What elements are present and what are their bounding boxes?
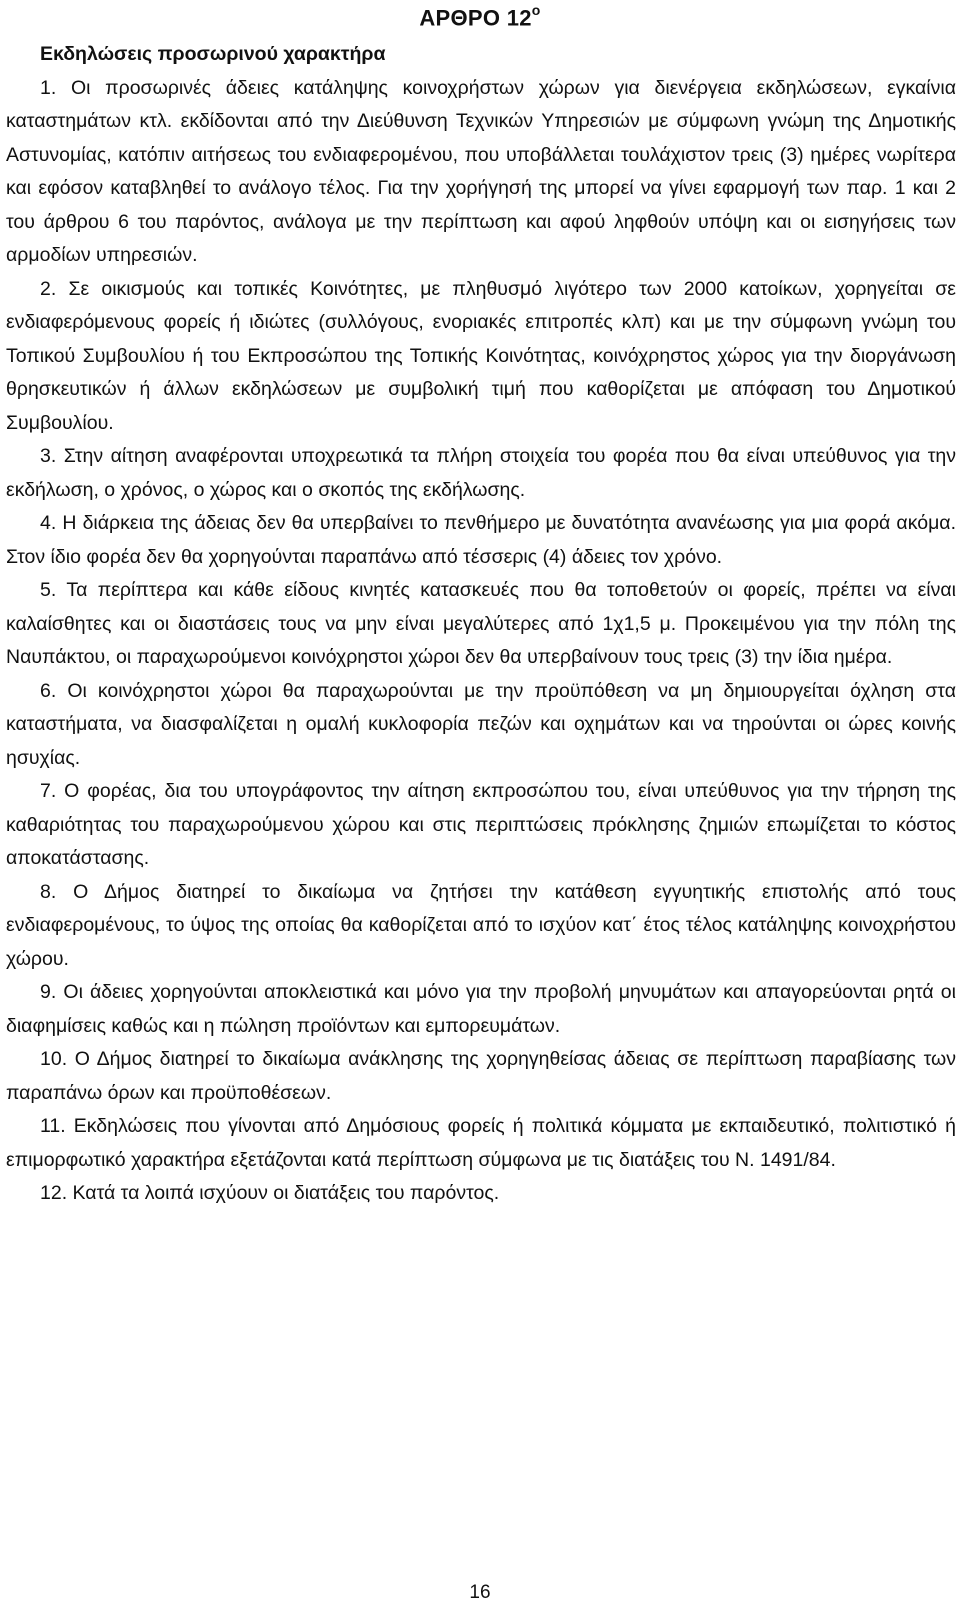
paragraph-10: 10. Ο Δήμος διατηρεί το δικαίωμα ανάκλησης της χορηγηθείσας άδειας σε περίπτωση παραβίασης των παραπάνω όρων και προϋποθέσεων. xyxy=(6,1048,956,1104)
article-title-text: ΑΡΘΡΟ 12 xyxy=(419,5,532,31)
paragraph-6: 6. Οι κοινόχρηστοι χώροι θα παραχωρούνται με την προϋπόθεση να μη δημιουργείται όχληση στα καταστήματα, να διασφαλίζεται η ομαλή κυκλοφορία πεζών και οχημάτων και να τηρούνται οι ώρες κοινής ησυχίας. xyxy=(6,679,956,769)
paragraph-1: 1. Οι προσωρινές άδειες κατάληψης κοινοχρήστων χώρων για διενέργεια εκδηλώσεων, εγκαίνια καταστημάτων κτλ. εκδίδονται από την Διεύθυνση Τεχνικών Υπηρεσιών με σύμφωνη γνώμη της Δημοτικής Αστυνομίας, κατόπιν αιτήσεως του ενδιαφερομένου, που υποβάλλεται τουλάχιστον τρεις (3) ημέρες νωρίτερα και εφόσον καταβληθεί το ανάλογο τέλος. Για την χορήγησή της μπορεί να γίνει εφαρμογή των παρ. 1 και 2 του άρθρου 6 του παρόντος, ανάλογα με την περίπτωση και αφού ληφθούν υπόψη και οι εισηγήσεις των αρμοδίων υπηρεσιών. xyxy=(6,76,956,266)
paragraph-3: 3. Στην αίτηση αναφέρονται υποχρεωτικά τα πλήρη στοιχεία του φορέα που θα είναι υπεύθυνος για την εκδήλωση, ο χρόνος, ο χώρος και ο σκοπός της εκδήλωσης. xyxy=(6,445,956,501)
article-subtitle: Εκδηλώσεις προσωρινού χαρακτήρα xyxy=(40,43,386,65)
paragraph-4: 4. Η διάρκεια της άδειας δεν θα υπερβαίνει το πενθήμερο με δυνατότητα ανανέωσης για μια φορά ακόμα. Στον ίδιο φορέα δεν θα χορηγούνται παραπάνω από τέσσερις (4) άδειες τον χρόνο. xyxy=(6,512,956,568)
article-title xyxy=(0,4,960,31)
paragraph-8: 8. Ο Δήμος διατηρεί το δικαίωμα να ζητήσει την κατάθεση εγγυητικής επιστολής από τους ενδιαφερομένους, το ύψος της οποίας θα καθορίζεται από το ισχύον κατ΄ έτος τέλος κατάληψης κοινοχρήστου χώρου. xyxy=(6,880,956,970)
paragraph-5: 5. Τα περίπτερα και κάθε είδους κινητές κατασκευές που θα τοποθετούν οι φορείς, πρέπει να είναι καλαίσθητες και οι διαστάσεις τους να μην είναι μεγαλύτερες από 1χ1,5 μ. Προκειμένου για την πόλη της Ναυπάκτου, οι παραχωρούμενοι κοινόχρηστοι χώροι δεν θα υπερβαίνουν τους τρεις (3) την ίδια ημέρα. xyxy=(6,579,956,668)
paragraph-7: 7. Ο φορέας, δια του υπογράφοντος την αίτηση εκπροσώπου του, είναι υπεύθυνος για την τήρηση της καθαριότητας του παραχωρούμενου χώρου και στις περιπτώσεις πρόκλησης ζημιών επωμίζεται το κόστος αποκατάστασης. xyxy=(6,780,956,869)
paragraph-9: 9. Οι άδειες χορηγούνται αποκλειστικά και μόνο για την προβολή μηνυμάτων και απαγορεύονται ρητά οι διαφημίσεις καθώς και η πώληση προϊόντων και εμπορευμάτων. xyxy=(6,981,956,1037)
paragraph-11: 11. Εκδηλώσεις που γίνονται από Δημόσιους φορείς ή πολιτικά κόμματα με εκπαιδευτικό, πολιτιστικό ή επιμορφωτικό χαρακτήρα εξετάζονται κατά περίπτωση σύμφωνα με τις διατάξεις του Ν. 1491/84. xyxy=(6,1115,956,1171)
paragraph-2: 2. Σε οικισμούς και τοπικές Κοινότητες, με πληθυσμό λιγότερο των 2000 κατοίκων, χορηγείται σε ενδιαφερόμενους φορείς ή ιδιώτες (συλλόγους, ενοριακές επιτροπές κλπ) και με την σύμφωνη γνώμη του Τοπικού Συμβουλίου ή του Εκπροσώπου της Τοπικής Κοινότητας, κοινόχρηστος χώρος για την διοργάνωση θρησκευτικών ή άλλων εκδηλώσεων με συμβολική τιμή που καθορίζεται με απόφαση του Δημοτικού Συμβουλίου. xyxy=(6,277,956,434)
article-body xyxy=(6,38,956,1211)
page-number: 16 xyxy=(469,1582,491,1603)
article-title-superscript: ο xyxy=(531,2,541,18)
paragraph-12: 12. Κατά τα λοιπά ισχύουν οι διατάξεις του παρόντος. xyxy=(40,1182,500,1204)
